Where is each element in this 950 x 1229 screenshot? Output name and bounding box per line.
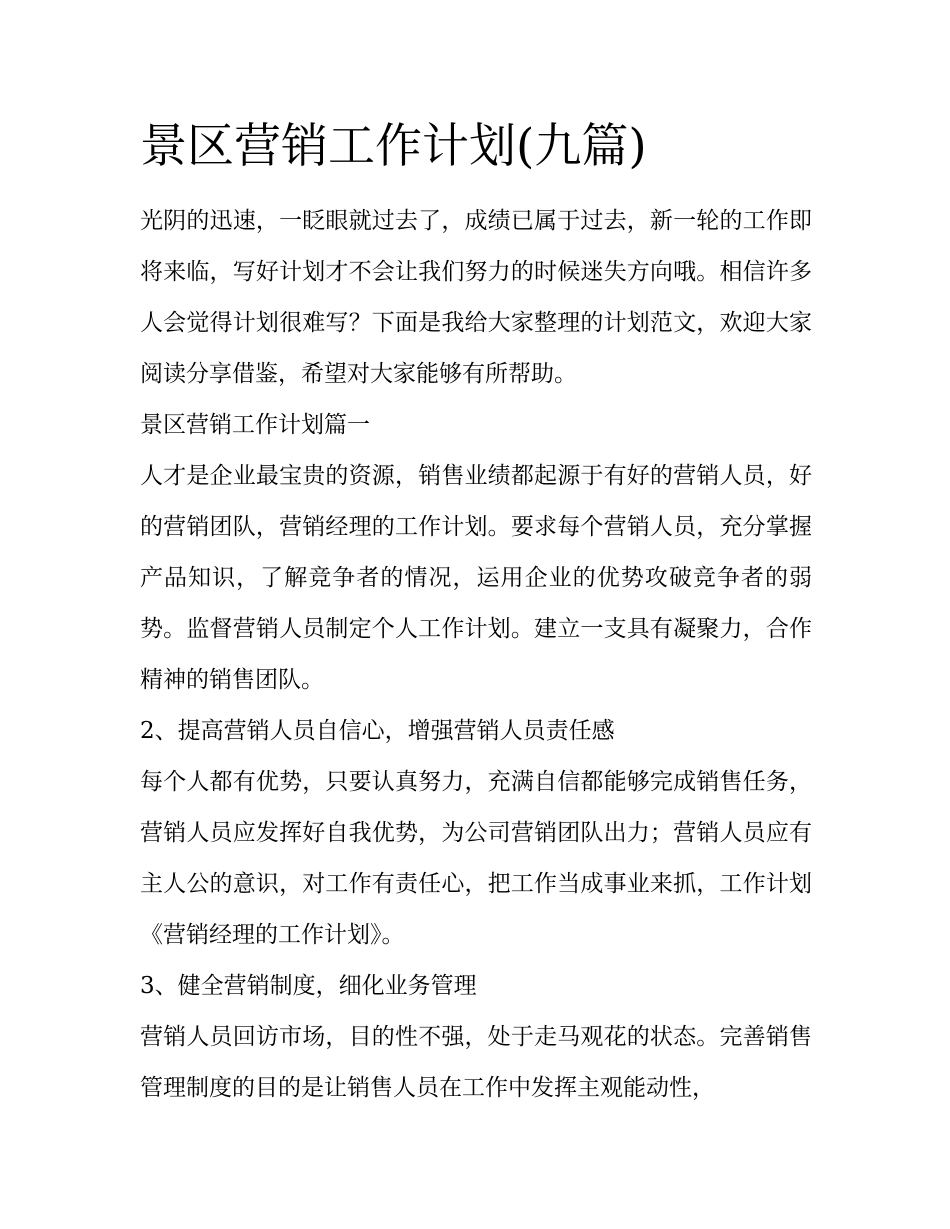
- intro-paragraph: 光阴的迅速，一眨眼就过去了，成绩已属于过去，新一轮的工作即将来临，写好计划才不会让我们努力的时候迷失方向哦。相信许多人会觉得计划很难写？下面是我给大家整理的计划范文，欢迎大家阅读分享借鉴，希望对大家能够有所帮助。: [140, 208, 812, 387]
- paragraph-confidence: 每个人都有优势，只要认真努力，充满自信都能够完成销售任务，营销人员应发挥好自我优势，为公司营销团队出力；营销人员应有主人公的意识，对工作有责任心，把工作当成事业来抓，工作计划《营销经理的工作计划》。: [140, 769, 812, 948]
- paragraph-management: 营销人员回访市场，目的性不强，处于走马观花的状态。完善销售管理制度的目的是让销售人员在工作中发挥主观能动性，: [140, 1024, 812, 1101]
- section-heading-three: 3、健全营销制度，细化业务管理: [140, 973, 477, 999]
- document-title: 景区营销工作计划(九篇): [140, 119, 647, 174]
- document-body: [140, 196, 812, 1114]
- section-heading-one: 景区营销工作计划篇一: [140, 412, 370, 438]
- section-heading-two: 2、提高营销人员自信心，增强营销人员责任感: [140, 718, 615, 744]
- paragraph-talent: 人才是企业最宝贵的资源，销售业绩都起源于有好的营销人员，好的营销团队，营销经理的工作计划。要求每个营销人员，充分掌握产品知识，了解竞争者的情况，运用企业的优势攻破竞争者的弱势。监督营销人员制定个人工作计划。建立一支具有凝聚力，合作精神的销售团队。: [140, 463, 812, 693]
